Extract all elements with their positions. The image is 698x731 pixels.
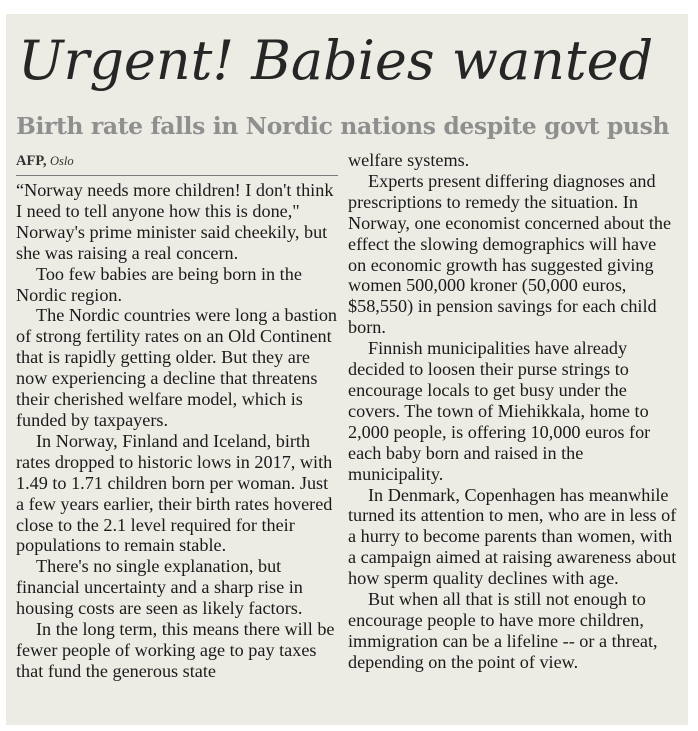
byline [16,152,338,176]
byline-agency: AFP, [16,153,47,169]
headline: Urgent! Babies wanted [18,29,654,92]
paragraph: Experts present differing diagnoses and prescriptions to remedy the situation. In Norway, one economist concerned about the effect the slowing demographics will have on economic growth has suggested giving women 500,000 kroner (50,000 euros, $58,550) in pension savings for each child born. [348,170,672,338]
paragraph: “Norway needs more children! I don't think I need to tell anyone how this is done," Norway's prime minister said cheekily, but she was raising a real concern. [16,180,334,263]
newspaper-clipping [6,14,688,725]
paragraph: In the long term, this means there will be fewer people of working age to pay taxes that fund the generous state [16,619,335,681]
paragraph: welfare systems. [348,150,470,170]
byline-city: Oslo [49,154,74,168]
paragraph: Finnish municipalities have already decided to loosen their purse strings to encourage locals to get busy under the covers. The town of Miehikkala, home to 2,000 people, is offering 10,000 euros for each baby born and raised in the municipality. [348,338,651,484]
paragraph: In Denmark, Copenhagen has meanwhile turned its attention to men, who are in less of a hurry to become parents than women, with a campaign aimed at raising awareness about how sperm quality declines with age. [348,484,677,589]
paragraph: The Nordic countries were long a bastion of strong fertility rates on an Old Continent that is rapidly getting older. But they are now experiencing a decline that threatens their cherished welfare model, which is funded by taxpayers. [16,305,338,430]
article-column-2 [348,150,678,673]
paragraph: There's no single explanation, but financial uncertainty and a sharp rise in housing costs are seen as likely factors. [16,556,303,619]
paragraph: In Norway, Finland and Iceland, birth rates dropped to historic lows in 2017, with 1.49 to 1.71 children born per woman. Just a few years earlier, their birth rates hovered close to the 2.1 level required for their populations to remain stable. [16,430,333,556]
subheadline: Birth rate falls in Nordic nations despite govt push [16,112,670,140]
paragraph: But when all that is still not enough to encourage people to have more children, immigration can be a lifeline -- or a threat, depending on the point of view. [348,589,658,672]
paragraph: Too few babies are being born in the Nordic region. [16,263,302,305]
article-column-1 [16,152,338,682]
